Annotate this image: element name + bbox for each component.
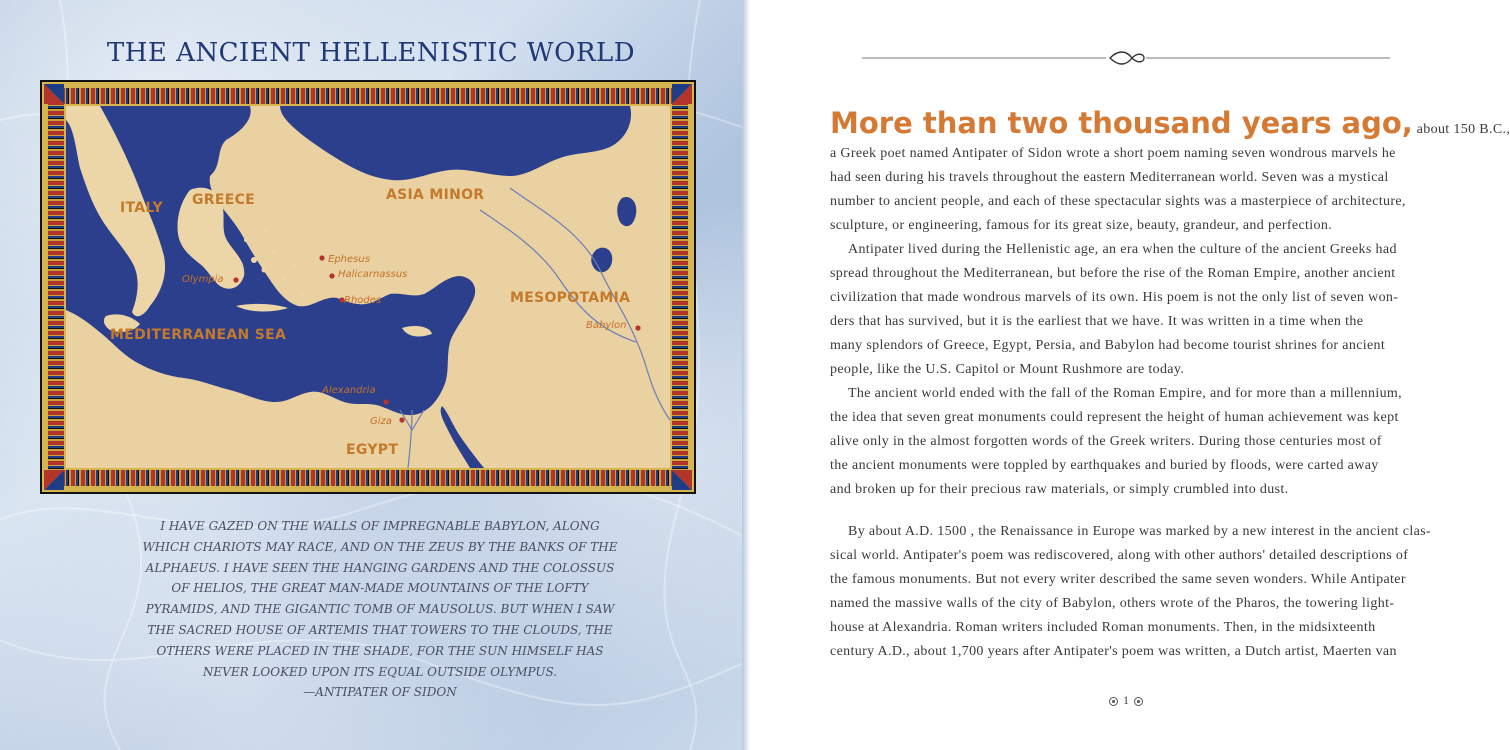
text-line: civilization that made wondrous marvels of its own. His poem is not the only list of seven won-: [830, 290, 1399, 305]
opening-headline: More than two thousand years ago,: [830, 106, 1413, 140]
map-city-ephesus: Ephesus: [328, 254, 370, 265]
text-line: a Greek poet named Antipater of Sidon wrote a short poem naming seven wondrous marvels he: [830, 146, 1396, 161]
page-number-value: 1: [1123, 693, 1129, 707]
map-frame: [40, 80, 696, 494]
map-label-asia-minor: ASIA MINOR: [386, 187, 485, 203]
page-number-dot-icon: [1134, 697, 1143, 706]
text-line: and broken up for their precious raw materials, or simply crumbled into dust.: [830, 482, 1289, 497]
text-line: number to ancient people, and each of these spectacular sights was a masterpiece of architecture,: [830, 194, 1406, 209]
quote-line: OF HELIOS, THE GREAT MAN-MADE MOUNTAINS OF THE LOFTY: [171, 581, 589, 596]
page-number: [1096, 690, 1156, 710]
map-city-rhodes: Rhodes: [344, 295, 382, 306]
text-line: alive only in the almost forgotten words of the Greek writers. During those centuries most of: [830, 434, 1382, 449]
antipater-quote: [120, 516, 640, 703]
quote-line: ALPHAEUS. I HAVE SEEN THE HANGING GARDENS AND THE COLOSSUS: [145, 560, 615, 575]
text-line: The ancient world ended with the fall of the Roman Empire, and for more than a millennium,: [848, 386, 1403, 401]
text-line: sculpture, or engineering, famous for its great size, beauty, grandeur, and perfection.: [830, 218, 1333, 233]
text-line: named the massive walls of the city of Babylon, others wrote of the Pharos, the towering light-: [830, 596, 1395, 611]
quote-line: I HAVE GAZED ON THE WALLS OF IMPREGNABLE BABYLON, ALONG: [160, 519, 600, 533]
map-city-babylon: Babylon: [586, 320, 627, 331]
text-line: By about A.D. 1500 , the Renaissance in Europe was marked by a new interest in the ancient clas-: [848, 524, 1431, 539]
book-spine: [742, 0, 750, 750]
text-line: ders that has survived, but it is the earliest that we have. It was written in a time when the: [830, 314, 1364, 329]
quote-line: THE SACRED HOUSE OF ARTEMIS THAT TOWERS TO THE CLOUDS, THE: [147, 622, 613, 637]
map-city-halicarnassus: Halicarnassus: [338, 269, 408, 280]
quote-line: WHICH CHARIOTS MAY RACE, AND ON THE ZEUS BY THE BANKS OF THE: [142, 539, 618, 554]
map-label-mediterranean-sea: MEDITERRANEAN SEA: [110, 327, 287, 343]
body-text: [830, 104, 1510, 664]
text-line: the idea that seven great monuments could represent the height of human achievement was kept: [830, 410, 1399, 425]
text-line: people, like the U.S. Capitol or Mount Rushmore are today.: [830, 362, 1185, 377]
left-page: [0, 0, 750, 750]
quote-line: PYRAMIDS, AND THE GIGANTIC TOMB OF MAUSOLUS. BUT WHEN I SAW: [145, 602, 615, 617]
map-city-giza: Giza: [370, 416, 392, 427]
text-line: the ancient monuments were toppled by earthquakes and buried by floods, were carted away: [830, 458, 1379, 473]
map-heading: THE ANCIENT HELLENISTIC WORLD: [106, 38, 636, 68]
text-line: spread throughout the Mediterranean, but before the rise of the Roman Empire, another ancient: [830, 266, 1396, 281]
text-line: century A.D., about 1,700 years after Antipater's poem was written, a Dutch artist, Maerten van: [830, 644, 1397, 659]
text-line: house at Alexandria. Roman writers included Roman monuments. Then, in the midsixteenth: [830, 620, 1376, 635]
quote-line: OTHERS WERE PLACED IN THE SHADE, FOR THE SUN HIMSELF HAS: [156, 643, 604, 658]
text-line: sical world. Antipater's poem was rediscovered, along with other authors' detailed descriptions of: [830, 548, 1409, 563]
text-line: many splendors of Greece, Egypt, Persia, and Babylon had become tourist shrines for ancient: [830, 338, 1386, 353]
opening-line: [830, 104, 1510, 142]
ornament-divider: [862, 48, 1390, 68]
map-city-olympia: Olympia: [182, 274, 224, 285]
map-label-greece: GREECE: [192, 192, 256, 208]
opening-headline-rest: about 150 B.C.,: [1412, 122, 1510, 137]
text-line: had seen during his travels throughout the eastern Mediterranean world. Seven was a mystical: [830, 170, 1389, 185]
map-label-egypt: EGYPT: [346, 442, 399, 458]
quote-attribution: —ANTIPATER OF SIDON: [303, 685, 457, 700]
text-line: the famous monuments. But not every writer described the same seven wonders. While Antipater: [830, 572, 1406, 587]
map-illustration: [40, 80, 696, 494]
quote-line: NEVER LOOKED UPON ITS EQUAL OUTSIDE OLYMPUS.: [202, 664, 558, 679]
ornament-icon: [1110, 52, 1144, 64]
map-label-mesopotamia: MESOPOTAMIA: [510, 290, 631, 306]
text-line: Antipater lived during the Hellenistic age, an era when the culture of the ancient Greeks had: [848, 242, 1397, 257]
map-label-italy: ITALY: [120, 200, 163, 216]
map-city-alexandria: Alexandria: [322, 385, 376, 396]
page-number-dot-icon: [1109, 697, 1118, 706]
